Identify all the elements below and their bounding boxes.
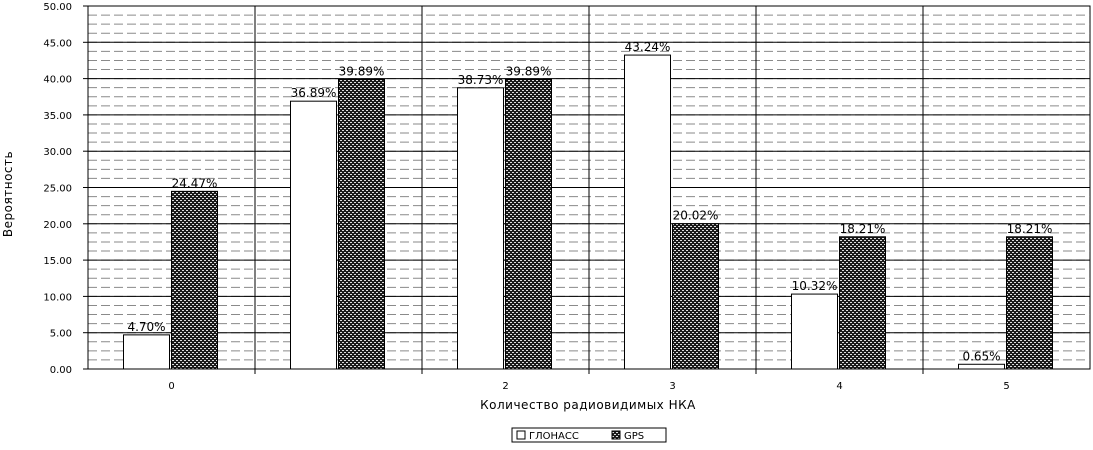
bar-glonass <box>458 88 504 369</box>
bar-gps <box>339 79 385 369</box>
data-label-glonass: 36.89% <box>290 86 337 101</box>
bar-glonass <box>792 294 838 369</box>
bar-gps <box>840 237 886 369</box>
y-axis-title: Вероятность <box>1 150 15 238</box>
y-tick-label: 0.00 <box>49 365 72 376</box>
y-tick-label: 15.00 <box>43 256 72 268</box>
x-axis-ticks <box>168 381 1009 392</box>
data-label-glonass: 38.73% <box>457 72 504 87</box>
data-label-gps: 24.47% <box>171 176 218 191</box>
data-label-gps: 39.89% <box>338 64 385 79</box>
y-tick-label: 10.00 <box>43 292 72 304</box>
legend-label-glonass: ГЛОНАСС <box>529 431 579 442</box>
x-tick-label: 2 <box>502 381 509 392</box>
data-label-glonass: 43.24% <box>624 40 671 55</box>
data-label-gps: 39.89% <box>505 64 552 79</box>
data-label-glonass: 4.70% <box>127 319 166 334</box>
x-axis-title: Количество радиовидимых НКА <box>480 398 696 412</box>
x-tick-label: 3 <box>669 381 676 392</box>
legend-swatch-gps <box>612 431 620 439</box>
y-axis-ticks <box>43 2 88 376</box>
y-tick-label: 50.00 <box>43 2 72 13</box>
y-tick-label: 5.00 <box>49 328 72 340</box>
y-tick-label: 45.00 <box>43 38 72 50</box>
bar-glonass <box>625 55 671 369</box>
y-tick-label: 25.00 <box>43 183 72 195</box>
y-tick-label: 30.00 <box>43 147 72 159</box>
data-label-glonass: 0.65% <box>962 349 1001 364</box>
legend-label-gps: GPS <box>624 431 645 442</box>
bar-glonass <box>959 364 1005 369</box>
x-tick-label: 4 <box>836 381 843 392</box>
bar-gps <box>172 191 218 369</box>
y-tick-label: 40.00 <box>43 74 72 86</box>
y-tick-label: 35.00 <box>43 110 72 122</box>
bar-gps <box>506 79 552 369</box>
bar-gps <box>1007 237 1053 369</box>
y-tick-label: 20.00 <box>43 219 72 231</box>
data-label-gps: 18.21% <box>839 221 886 236</box>
bar-glonass <box>291 101 337 369</box>
legend <box>512 428 666 442</box>
legend-swatch-glonass <box>517 431 525 439</box>
x-tick-label: 5 <box>1003 381 1010 392</box>
data-label-glonass: 10.32% <box>791 279 838 294</box>
data-label-gps: 18.21% <box>1006 221 1053 236</box>
x-tick-label: 0 <box>168 381 175 392</box>
bar-glonass <box>124 335 170 369</box>
data-label-gps: 20.02% <box>672 208 719 223</box>
bar-gps <box>673 224 719 369</box>
